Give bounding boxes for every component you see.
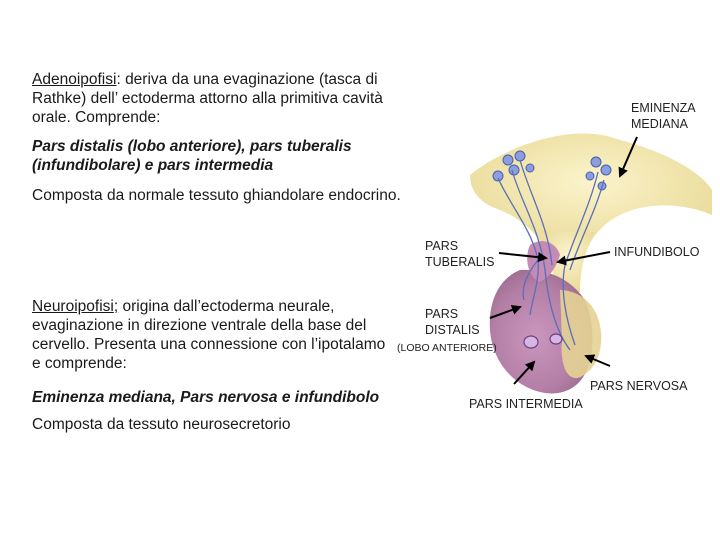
- neuroipofisi-desc-line-2: evaginazione in direzione ventrale della base del: [32, 317, 367, 334]
- label-pars-distalis: PARS DISTALIS: [425, 307, 480, 337]
- adenoipofisi-desc-line-3: orale. Comprende:: [32, 109, 161, 126]
- adenoipofisi-tissue: Composta da normale tessuto ghiandolare endocrino.: [32, 187, 401, 204]
- adenoipofisi-parts-line-2: (infundibolare) e pars intermedia: [32, 157, 274, 174]
- label-infundibolo: INFUNDIBOLO: [614, 245, 700, 259]
- neuroipofisi-definition: [32, 297, 462, 373]
- neuroipofisi-desc-line-1: origina dall’ectoderma neurale,: [118, 298, 335, 315]
- label-eminenza-mediana: EMINENZA MEDIANA: [631, 101, 696, 131]
- label-lobo-anteriore: (LOBO ANTERIORE): [397, 342, 497, 354]
- neuroipofisi-parts: Eminenza mediana, Pars nervosa e infundibolo: [32, 389, 380, 406]
- pars-nervosa-shape: [560, 290, 601, 378]
- adenoipofisi-parts: [32, 137, 452, 175]
- adenoipofisi-term: Adenoipofisi: [32, 71, 117, 88]
- neuroipofisi-tissue: Composta da tessuto neurosecretorio: [32, 416, 291, 433]
- neuroipofisi-desc-line-3: cervello. Presenta una connessione con l’ipotalamo: [32, 336, 386, 353]
- adenoipofisi-desc-line-2: Rathke) dell’ ectoderma attorno alla primitiva cavità: [32, 90, 383, 107]
- label-pars-nervosa: PARS NERVOSA: [590, 379, 688, 393]
- label-pars-intermedia: PARS INTERMEDIA: [469, 397, 583, 411]
- label-pars-tuberalis: PARS TUBERALIS: [425, 239, 495, 269]
- adenoipofisi-definition: [32, 70, 432, 127]
- adenoipofisi-parts-line-1: Pars distalis (lobo anteriore), pars tuberalis: [32, 138, 352, 155]
- neuroipofisi-desc-line-4: e comprende:: [32, 355, 127, 372]
- neuroipofisi-term: Neuroipofisi;: [32, 298, 119, 315]
- adenoipofisi-desc-line-1: : deriva da una evaginazione (tasca di: [116, 71, 378, 88]
